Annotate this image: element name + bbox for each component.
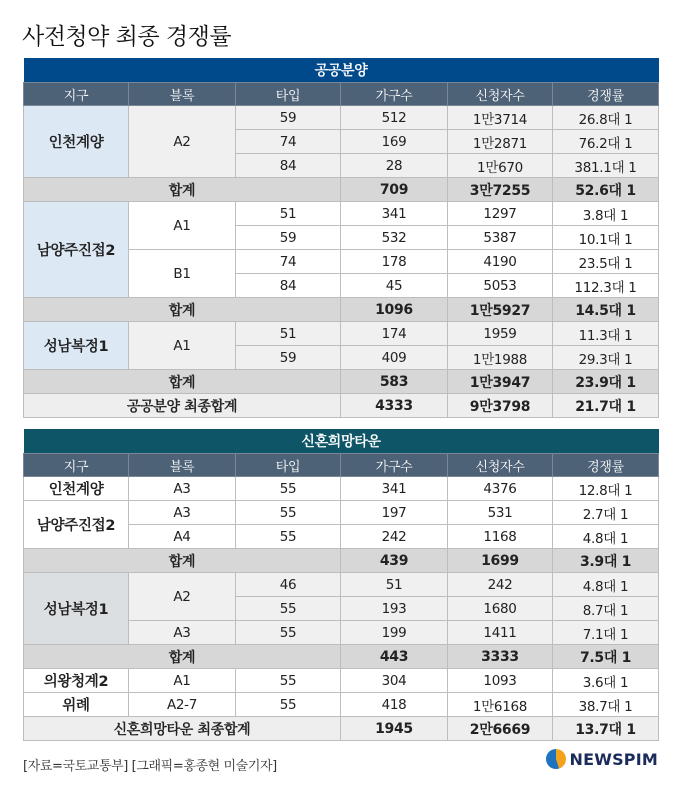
units-cell: 242 xyxy=(341,525,448,549)
grand-total-units: 4333 xyxy=(341,394,448,418)
ratio-cell: 381.1대 1 xyxy=(553,154,659,178)
applicants-cell: 531 xyxy=(448,501,553,525)
col-type: 타입 xyxy=(236,454,341,477)
units-cell: 45 xyxy=(341,274,448,298)
subtotal-label: 합계 xyxy=(24,370,341,394)
type-cell: 74 xyxy=(236,250,341,274)
col-ratio: 경쟁률 xyxy=(553,454,659,477)
units-cell: 178 xyxy=(341,250,448,274)
subtotal-ratio: 3.9대 1 xyxy=(553,549,659,573)
applicants-cell: 1093 xyxy=(448,669,553,693)
subtotal-row xyxy=(24,645,659,669)
table-row xyxy=(24,202,659,226)
subtotal-applicants: 3333 xyxy=(448,645,553,669)
type-cell: 51 xyxy=(236,322,341,346)
units-cell: 418 xyxy=(341,693,448,717)
block-cell: A2 xyxy=(129,106,236,178)
logo-text: NEWSPIM xyxy=(569,749,658,769)
ratio-cell: 3.6대 1 xyxy=(553,669,659,693)
applicants-cell: 1만6168 xyxy=(448,693,553,717)
subtotal-applicants: 1만5927 xyxy=(448,298,553,322)
applicants-cell: 1168 xyxy=(448,525,553,549)
source-credit: [자료=국토교통부] [그래픽=홍종현 미술기자] xyxy=(23,759,277,774)
district-cell: 성남복정1 xyxy=(24,573,129,645)
subtotal-applicants: 3만7255 xyxy=(448,178,553,202)
district-cell: 성남복정1 xyxy=(24,322,129,370)
table-row xyxy=(24,106,659,130)
subtotal-units: 1096 xyxy=(341,298,448,322)
table-row xyxy=(24,669,659,693)
subtotal-ratio: 23.9대 1 xyxy=(553,370,659,394)
ratio-cell: 26.8대 1 xyxy=(553,106,659,130)
district-cell: 남양주진접2 xyxy=(24,501,129,549)
subtotal-label: 합계 xyxy=(24,298,341,322)
subtotal-ratio: 14.5대 1 xyxy=(553,298,659,322)
type-cell: 59 xyxy=(236,106,341,130)
subtotal-units: 709 xyxy=(341,178,448,202)
grand-total-ratio: 21.7대 1 xyxy=(553,394,659,418)
ratio-cell: 10.1대 1 xyxy=(553,226,659,250)
units-cell: 28 xyxy=(341,154,448,178)
subtotal-label: 합계 xyxy=(24,178,341,202)
col-applicants: 신청자수 xyxy=(448,83,553,106)
column-header-row xyxy=(24,454,659,477)
column-header-row xyxy=(24,83,659,106)
grand-total-label: 신혼희망타운 최종합계 xyxy=(24,717,341,741)
type-cell: 55 xyxy=(236,501,341,525)
logo-mark-icon xyxy=(546,749,566,769)
ratio-cell: 4.8대 1 xyxy=(553,525,659,549)
units-cell: 193 xyxy=(341,597,448,621)
ratio-cell: 11.3대 1 xyxy=(553,322,659,346)
units-cell: 169 xyxy=(341,130,448,154)
type-cell: 55 xyxy=(236,597,341,621)
units-cell: 199 xyxy=(341,621,448,645)
block-cell: A1 xyxy=(129,202,236,250)
units-cell: 409 xyxy=(341,346,448,370)
units-cell: 197 xyxy=(341,501,448,525)
units-cell: 51 xyxy=(341,573,448,597)
subtotal-applicants: 1만3947 xyxy=(448,370,553,394)
block-cell: A2 xyxy=(129,573,236,621)
block-cell: A3 xyxy=(129,477,236,501)
grand-total-ratio: 13.7대 1 xyxy=(553,717,659,741)
type-cell: 84 xyxy=(236,274,341,298)
applicants-cell: 1680 xyxy=(448,597,553,621)
ratio-cell: 23.5대 1 xyxy=(553,250,659,274)
type-cell: 74 xyxy=(236,130,341,154)
district-cell: 의왕청계2 xyxy=(24,669,129,693)
subtotal-ratio: 52.6대 1 xyxy=(553,178,659,202)
col-ratio: 경쟁률 xyxy=(553,83,659,106)
applicants-cell: 242 xyxy=(448,573,553,597)
units-cell: 341 xyxy=(341,477,448,501)
type-cell: 55 xyxy=(236,693,341,717)
ratio-cell: 112.3대 1 xyxy=(553,274,659,298)
subtotal-label: 합계 xyxy=(24,645,341,669)
applicants-cell: 1만2871 xyxy=(448,130,553,154)
ratio-cell: 12.8대 1 xyxy=(553,477,659,501)
grand-total-row xyxy=(24,394,659,418)
applicants-cell: 1만670 xyxy=(448,154,553,178)
units-cell: 174 xyxy=(341,322,448,346)
col-district: 지구 xyxy=(24,83,129,106)
table-row xyxy=(24,322,659,346)
col-units: 가구수 xyxy=(341,83,448,106)
col-district: 지구 xyxy=(24,454,129,477)
applicants-cell: 5387 xyxy=(448,226,553,250)
col-block: 블록 xyxy=(129,454,236,477)
block-cell: B1 xyxy=(129,250,236,298)
district-cell: 인천계양 xyxy=(24,106,129,178)
subtotal-applicants: 1699 xyxy=(448,549,553,573)
units-cell: 532 xyxy=(341,226,448,250)
district-cell: 남양주진접2 xyxy=(24,202,129,298)
type-cell: 59 xyxy=(236,346,341,370)
applicants-cell: 1만1988 xyxy=(448,346,553,370)
units-cell: 304 xyxy=(341,669,448,693)
table-row xyxy=(24,501,659,525)
subtotal-row xyxy=(24,178,659,202)
table-row xyxy=(24,573,659,597)
col-units: 가구수 xyxy=(341,454,448,477)
type-cell: 84 xyxy=(236,154,341,178)
block-cell: A4 xyxy=(129,525,236,549)
subtotal-row xyxy=(24,549,659,573)
col-type: 타입 xyxy=(236,83,341,106)
ratio-cell: 29.3대 1 xyxy=(553,346,659,370)
applicants-cell: 1411 xyxy=(448,621,553,645)
type-cell: 51 xyxy=(236,202,341,226)
page-title: 사전청약 최종 경쟁률 xyxy=(22,24,232,50)
ratio-cell: 4.8대 1 xyxy=(553,573,659,597)
block-cell: A2-7 xyxy=(129,693,236,717)
public-sale-table xyxy=(23,58,659,418)
col-block: 블록 xyxy=(129,83,236,106)
subtotal-row xyxy=(24,298,659,322)
applicants-cell: 1297 xyxy=(448,202,553,226)
ratio-cell: 38.7대 1 xyxy=(553,693,659,717)
units-cell: 341 xyxy=(341,202,448,226)
type-cell: 46 xyxy=(236,573,341,597)
block-cell: A1 xyxy=(129,322,236,370)
grand-total-units: 1945 xyxy=(341,717,448,741)
ratio-cell: 8.7대 1 xyxy=(553,597,659,621)
district-cell: 인천계양 xyxy=(24,477,129,501)
newspim-logo xyxy=(546,749,659,769)
applicants-cell: 4190 xyxy=(448,250,553,274)
ratio-cell: 2.7대 1 xyxy=(553,501,659,525)
subtotal-units: 439 xyxy=(341,549,448,573)
type-cell: 55 xyxy=(236,525,341,549)
grand-total-row xyxy=(24,717,659,741)
table-row xyxy=(24,477,659,501)
subtotal-units: 443 xyxy=(341,645,448,669)
type-cell: 55 xyxy=(236,477,341,501)
section-title: 신혼희망타운 xyxy=(24,429,659,454)
district-cell: 위례 xyxy=(24,693,129,717)
block-cell: A3 xyxy=(129,621,236,645)
ratio-cell: 3.8대 1 xyxy=(553,202,659,226)
ratio-cell: 7.1대 1 xyxy=(553,621,659,645)
units-cell: 512 xyxy=(341,106,448,130)
type-cell: 55 xyxy=(236,621,341,645)
subtotal-ratio: 7.5대 1 xyxy=(553,645,659,669)
applicants-cell: 1959 xyxy=(448,322,553,346)
subtotal-units: 583 xyxy=(341,370,448,394)
type-cell: 55 xyxy=(236,669,341,693)
type-cell: 59 xyxy=(236,226,341,250)
applicants-cell: 5053 xyxy=(448,274,553,298)
block-cell: A3 xyxy=(129,501,236,525)
applicants-cell: 4376 xyxy=(448,477,553,501)
grand-total-applicants: 9만3798 xyxy=(448,394,553,418)
newlywed-town-table xyxy=(23,429,659,741)
section-title: 공공분양 xyxy=(24,58,659,83)
table-row xyxy=(24,693,659,717)
grand-total-label: 공공분양 최종합계 xyxy=(24,394,341,418)
subtotal-row xyxy=(24,370,659,394)
subtotal-label: 합계 xyxy=(24,549,341,573)
block-cell: A1 xyxy=(129,669,236,693)
col-applicants: 신청자수 xyxy=(448,454,553,477)
applicants-cell: 1만3714 xyxy=(448,106,553,130)
grand-total-applicants: 2만6669 xyxy=(448,717,553,741)
ratio-cell: 76.2대 1 xyxy=(553,130,659,154)
